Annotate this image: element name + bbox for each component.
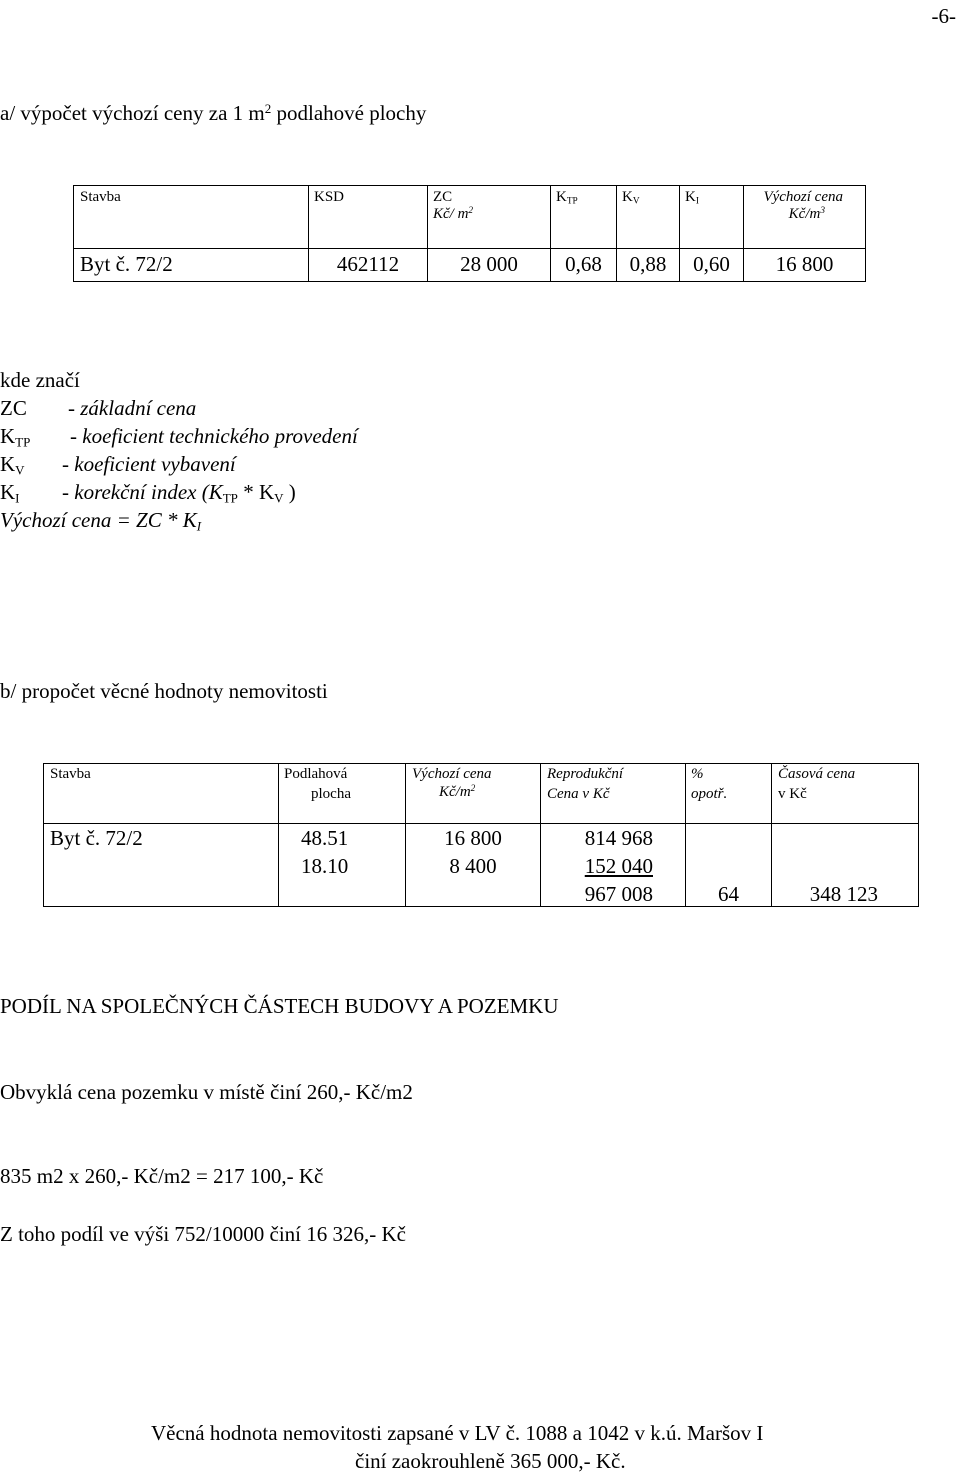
header-vychozi-text: Výchozí cena: [763, 189, 843, 205]
cell-kv-text: 0,88: [629, 252, 667, 276]
table-row: [74, 249, 866, 282]
cell-kv: [617, 249, 680, 282]
header-vychozi-l2-text: Kč/m: [439, 784, 471, 800]
footer-line-1: Věcná hodnota nemovitosti zapsané v LV č. 1088 a 1042 v k.ú. Maršov I: [151, 1421, 764, 1445]
header-ktp: [551, 186, 617, 249]
cell-opotr-text: 64: [718, 882, 739, 906]
header-vychozi-l1: Výchozí cena: [412, 766, 492, 782]
cell-stavba: [44, 824, 279, 907]
header-vychozi-unit-text: Kč/m: [788, 206, 821, 222]
cell-stavba: [74, 249, 309, 282]
cell-ksd-text: 462112: [336, 252, 400, 276]
header-reprod-l2: Cena v Kč: [547, 786, 610, 802]
header-stavba-text: Stavba: [50, 766, 91, 782]
header-ki: [680, 186, 744, 249]
legend-ki-k: K: [0, 480, 16, 504]
page-number: -6-: [931, 4, 956, 28]
cell-casova-text: 348 123: [809, 882, 878, 906]
cell-vychozi: [406, 824, 541, 907]
header-vychozi-l2: [439, 784, 475, 801]
legend-ki-paren-mid: * K: [237, 480, 275, 504]
property-value-table: [43, 763, 919, 907]
header-zc-unit: [433, 206, 473, 223]
cell-casova: [772, 824, 919, 907]
legend-formula-sub: I: [196, 518, 202, 534]
section-b-heading: b/ propočet věcné hodnoty nemovitosti: [0, 679, 328, 703]
legend-ki-desc: - korekční index: [62, 480, 197, 504]
header-vychozi-cena: [744, 186, 866, 249]
legend-ktp-k: K: [0, 424, 16, 448]
header-ksd-text: KSD: [314, 189, 345, 205]
header-stavba: [44, 764, 279, 824]
legend-ktp-sub: TP: [15, 434, 31, 450]
header-stavba: [74, 186, 309, 249]
cell-stavba-text: Byt č. 72/2: [50, 826, 143, 850]
base-price-table: [73, 185, 866, 282]
legend-kv-k: K: [0, 452, 16, 476]
podil-heading: PODÍL NA SPOLEČNÝCH ČÁSTECH BUDOVY A POZEMKU: [0, 994, 559, 1018]
header-casova-cena: [772, 764, 919, 824]
header-ki-k: K: [685, 189, 696, 205]
legend-ki-sub: I: [15, 490, 20, 506]
cell-reprod-1: 814 968: [584, 826, 653, 850]
cell-vychozi-text: 16 800: [775, 252, 834, 276]
legend-ki-symbol: [0, 480, 20, 505]
table-header-row: [74, 186, 866, 249]
cell-stavba-text: Byt č. 72/2: [80, 252, 173, 276]
legend-ki-paren-open: (K: [201, 480, 223, 504]
legend-ki-line: [62, 480, 296, 505]
header-vychozi-unit-sup: 3: [820, 205, 825, 216]
cell-ki: [680, 249, 744, 282]
header-reprodukcni: [541, 764, 686, 824]
header-zc-text: ZC: [433, 189, 453, 205]
header-opotrebeni: [686, 764, 772, 824]
cell-reprodukcni: [541, 824, 686, 907]
header-zc: [428, 186, 551, 249]
header-vychozi-unit: [789, 206, 825, 223]
header-casova-l2: v Kč: [778, 786, 807, 802]
legend-zc-symbol: ZC: [0, 396, 27, 420]
legend-kv-symbol: [0, 452, 25, 477]
podil-line-2: 835 m2 x 260,- Kč/m2 = 217 100,- Kč: [0, 1164, 324, 1188]
header-zc-unit-sup: 2: [468, 205, 474, 216]
legend-formula-text: Výchozí cena = ZC * K: [0, 508, 197, 532]
header-opotr-l2: opotř.: [691, 786, 728, 802]
cell-plocha-2: 18.10: [301, 854, 349, 878]
header-kv-sub: V: [632, 196, 640, 207]
header-ksd: [309, 186, 428, 249]
cell-zc: [428, 249, 551, 282]
header-vychozi-cena: [406, 764, 541, 824]
section-a-heading-post: podlahové plochy: [271, 101, 427, 125]
header-ktp-sub: TP: [566, 196, 578, 207]
header-stavba-text: Stavba: [80, 189, 121, 205]
header-ktp-text: [556, 189, 578, 206]
legend-ktp-desc: - koeficient technického provedení: [70, 424, 358, 448]
legend-kv-desc: - koeficient vybavení: [62, 452, 236, 476]
table-row: [44, 824, 919, 907]
header-reprod-l1: Reprodukční: [547, 766, 624, 782]
cell-ksd: [309, 249, 428, 282]
cell-ktp: [551, 249, 617, 282]
podil-line-1: Obvyklá cena pozemku v místě činí 260,- Kč/m2: [0, 1080, 413, 1104]
cell-zc-text: 28 000: [460, 252, 518, 276]
cell-ktp-text: 0,68: [565, 252, 602, 276]
cell-plocha: [279, 824, 406, 907]
legend-ki-paren-sub2: V: [274, 490, 284, 506]
header-ki-sub: I: [695, 196, 699, 207]
footer-line-2: činí zaokrouhleně 365 000,- Kč.: [355, 1449, 626, 1473]
cell-reprod-2: 152 040: [584, 854, 653, 878]
header-vychozi-l2-sup: 2: [470, 783, 476, 794]
header-plocha-l1: Podlahová: [284, 766, 348, 782]
section-a-heading-sup: 2: [264, 100, 272, 116]
header-kv-k: K: [622, 189, 633, 205]
cell-plocha-1: 48.51: [301, 826, 349, 850]
cell-reprod-total: 967 008: [584, 882, 653, 906]
legend-ktp-symbol: [0, 424, 30, 449]
legend-ki-paren-close: ): [283, 480, 296, 504]
header-kv: [617, 186, 680, 249]
section-a-heading-pre: a/ výpočet výchozí ceny za 1 m: [0, 101, 265, 125]
legend-kv-sub: V: [15, 462, 25, 478]
cell-opotrebeni: [686, 824, 772, 907]
header-plocha: [279, 764, 406, 824]
cell-vychozi-2: 8 400: [449, 854, 497, 878]
header-opotr-l1: %: [691, 766, 704, 782]
header-plocha-l2: plocha: [311, 786, 351, 802]
cell-vychozi-1: 16 800: [444, 826, 502, 850]
cell-vychozi: [744, 249, 866, 282]
header-casova-l1: Časová cena: [778, 766, 856, 782]
header-zc-unit-text: Kč/ m: [433, 206, 469, 222]
cell-ki-text: 0,60: [693, 252, 730, 276]
header-kv-text: [622, 189, 640, 206]
legend-formula: [0, 508, 201, 533]
header-ktp-k: K: [556, 189, 567, 205]
header-ki-text: [685, 189, 699, 206]
legend-zc-desc: - základní cena: [68, 396, 197, 420]
legend-ki-paren-sub1: TP: [222, 490, 238, 506]
podil-line-3: Z toho podíl ve výši 752/10000 činí 16 326,- Kč: [0, 1222, 406, 1246]
legend-intro: kde značí: [0, 368, 80, 392]
section-a-heading: [0, 101, 426, 126]
table-header-row: [44, 764, 919, 824]
